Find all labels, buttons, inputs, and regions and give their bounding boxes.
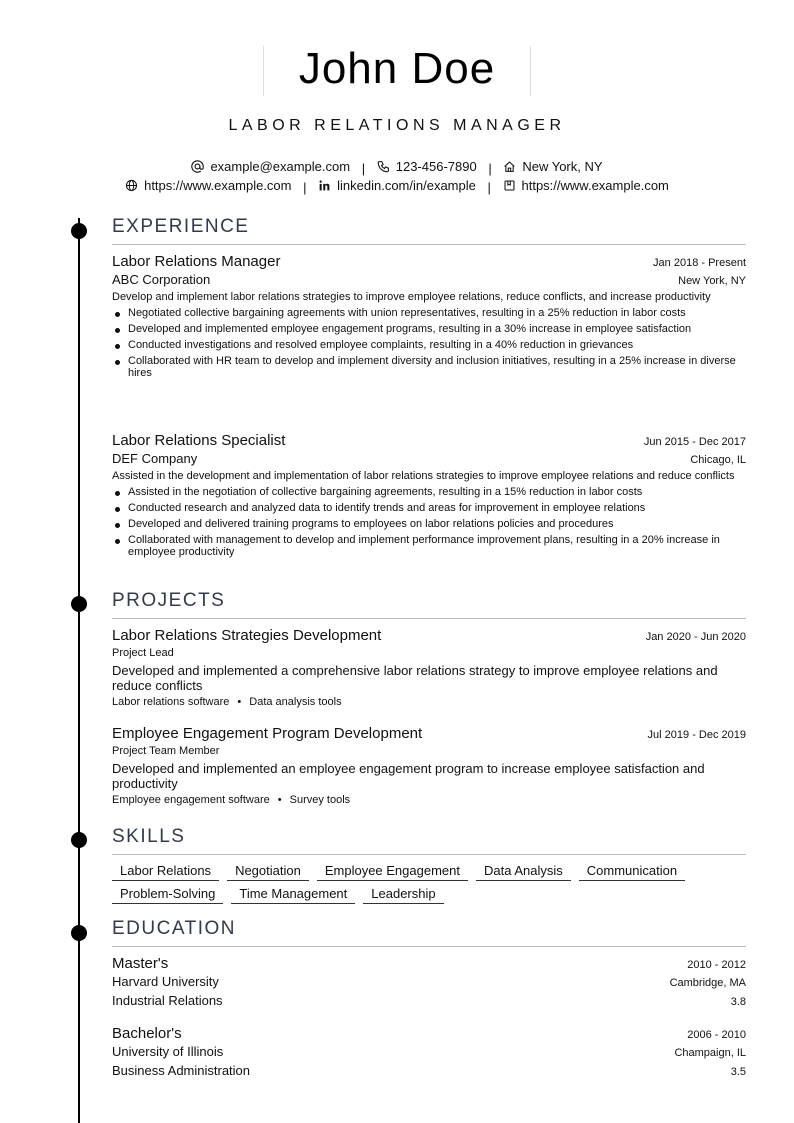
home-icon — [503, 160, 516, 173]
experience-bullets — [112, 486, 746, 558]
experience-summary: Develop and implement labor relations strategies to improve employee relations, reduce conflicts, and increase productivity — [112, 291, 711, 303]
location-contact — [503, 159, 602, 174]
skill-tag: Time Management — [231, 886, 355, 904]
education-field: Industrial Relations — [112, 993, 223, 1008]
skill-tag: Labor Relations — [112, 863, 219, 881]
project-description: Developed and implemented an employee engagement program to increase employee satisfaction and productivity — [112, 761, 705, 791]
phone-icon — [377, 160, 390, 173]
portfolio-icon — [503, 179, 516, 192]
portfolio-text: https://www.example.com — [521, 178, 669, 193]
education-degree: Master's — [112, 955, 169, 972]
list-item: Conducted research and analyzed data to identify trends and areas for improvement in employee relations — [112, 502, 746, 514]
education-school: University of Illinois — [112, 1044, 224, 1059]
project-role: Project Lead — [112, 647, 174, 659]
project-tool: Labor relations software — [112, 696, 230, 708]
education-gpa: 3.8 — [730, 996, 746, 1008]
section-title-experience: EXPERIENCE — [112, 216, 746, 245]
project-dates: Jan 2020 - Jun 2020 — [645, 631, 746, 643]
education-school: Harvard University — [112, 974, 219, 989]
email-text: example@example.com — [210, 159, 351, 174]
portfolio-contact[interactable] — [503, 178, 669, 193]
list-item: Assisted in the negotiation of collective bargaining agreements, resulting in a 15% reduction in labor costs — [112, 486, 746, 498]
list-item: Collaborated with management to develop and implement performance improvement plans, resulting in a 20% increase in employee productivity — [112, 534, 746, 558]
education-degree: Bachelor's — [112, 1025, 182, 1042]
timeline-dot-projects — [71, 596, 87, 612]
timeline-dot-education — [71, 925, 87, 941]
linkedin-text: linkedin.com/in/example — [337, 178, 476, 193]
section-title-projects: PROJECTS — [112, 590, 746, 619]
website-contact[interactable] — [125, 178, 291, 193]
experience-summary: Assisted in the development and implementation of labor relations strategies to improve employee relations and reduce conflicts — [112, 470, 735, 482]
contact-row-1 — [0, 159, 794, 176]
skill-tag: Negotiation — [227, 863, 309, 881]
experience-dates: Jun 2015 - Dec 2017 — [643, 436, 746, 448]
education-location: Cambridge, MA — [669, 977, 746, 989]
list-item: Collaborated with HR team to develop and implement diversity and inclusion initiatives, resulting in a 25% increase in diverse hires — [112, 355, 746, 379]
experience-location: Chicago, IL — [690, 454, 746, 466]
education-dates: 2010 - 2012 — [687, 959, 746, 971]
contact-separator: | — [361, 161, 366, 176]
education-gpa: 3.5 — [730, 1066, 746, 1078]
project-tools — [112, 794, 746, 806]
phone-text: 123-456-7890 — [395, 159, 477, 174]
project-dates: Jul 2019 - Dec 2019 — [647, 729, 746, 741]
experience-company: DEF Company — [112, 451, 198, 466]
experience-location: New York, NY — [678, 275, 746, 287]
education-dates: 2006 - 2010 — [687, 1029, 746, 1041]
project-tool: Survey tools — [289, 794, 351, 806]
project-tool: Employee engagement software — [112, 794, 270, 806]
contact-row-2 — [0, 178, 794, 195]
timeline-dot-skills — [71, 832, 87, 848]
linkedin-contact[interactable] — [318, 178, 476, 193]
phone-contact[interactable] — [377, 159, 477, 174]
tool-separator: • — [237, 696, 242, 708]
tool-separator: • — [277, 794, 282, 806]
experience-entry — [112, 432, 746, 562]
location-text: New York, NY — [522, 159, 603, 174]
contact-separator: | — [487, 180, 491, 195]
experience-title: Labor Relations Manager — [112, 253, 281, 270]
experience-company: ABC Corporation — [112, 272, 211, 287]
project-tools — [112, 696, 746, 708]
globe-icon — [125, 179, 138, 192]
timeline-line — [78, 218, 80, 1123]
section-title-skills: SKILLS — [112, 826, 746, 855]
contact-separator: | — [303, 180, 307, 195]
project-tool: Data analysis tools — [249, 696, 342, 708]
experience-dates: Jan 2018 - Present — [653, 257, 746, 269]
education-field: Business Administration — [112, 1063, 251, 1078]
skill-tag: Communication — [579, 863, 685, 881]
project-title: Employee Engagement Program Development — [112, 725, 423, 742]
project-entry — [112, 725, 746, 806]
timeline-dot-experience — [71, 223, 87, 239]
skill-tag: Employee Engagement — [317, 863, 468, 881]
project-role: Project Team Member — [112, 745, 220, 757]
experience-bullets — [112, 307, 746, 379]
education-entry — [112, 1025, 746, 1082]
contact-separator: | — [488, 161, 492, 176]
skill-tag: Data Analysis — [476, 863, 571, 881]
project-description: Developed and implemented a comprehensive labor relations strategy to improve employee relations and reduce conflicts — [112, 663, 718, 693]
candidate-name: John Doe — [298, 44, 496, 93]
at-icon — [191, 160, 204, 173]
project-title: Labor Relations Strategies Development — [112, 627, 382, 644]
experience-title: Labor Relations Specialist — [112, 432, 286, 449]
project-entry — [112, 627, 746, 708]
linkedin-icon — [318, 179, 331, 192]
email-contact[interactable] — [191, 159, 350, 174]
section-title-education: EDUCATION — [112, 918, 746, 947]
skill-tag: Leadership — [363, 886, 443, 904]
skill-tag: Problem-Solving — [112, 886, 223, 904]
experience-entry — [112, 253, 746, 383]
list-item: Developed and implemented employee engagement programs, resulting in a 30% increase in employee satisfaction — [112, 323, 746, 335]
education-location: Champaign, IL — [674, 1047, 746, 1059]
education-entry — [112, 955, 746, 1012]
website-text: https://www.example.com — [144, 178, 292, 193]
skills-list — [112, 862, 746, 908]
list-item: Negotiated collective bargaining agreements with union representatives, resulting in a 25% reduction in labor costs — [112, 307, 746, 319]
list-item: Developed and delivered training programs to employees on labor relations policies and procedures — [112, 518, 746, 530]
job-title: LABOR RELATIONS MANAGER — [228, 117, 566, 134]
list-item: Conducted investigations and resolved employee complaints, resulting in a 40% reduction in grievances — [112, 339, 746, 351]
